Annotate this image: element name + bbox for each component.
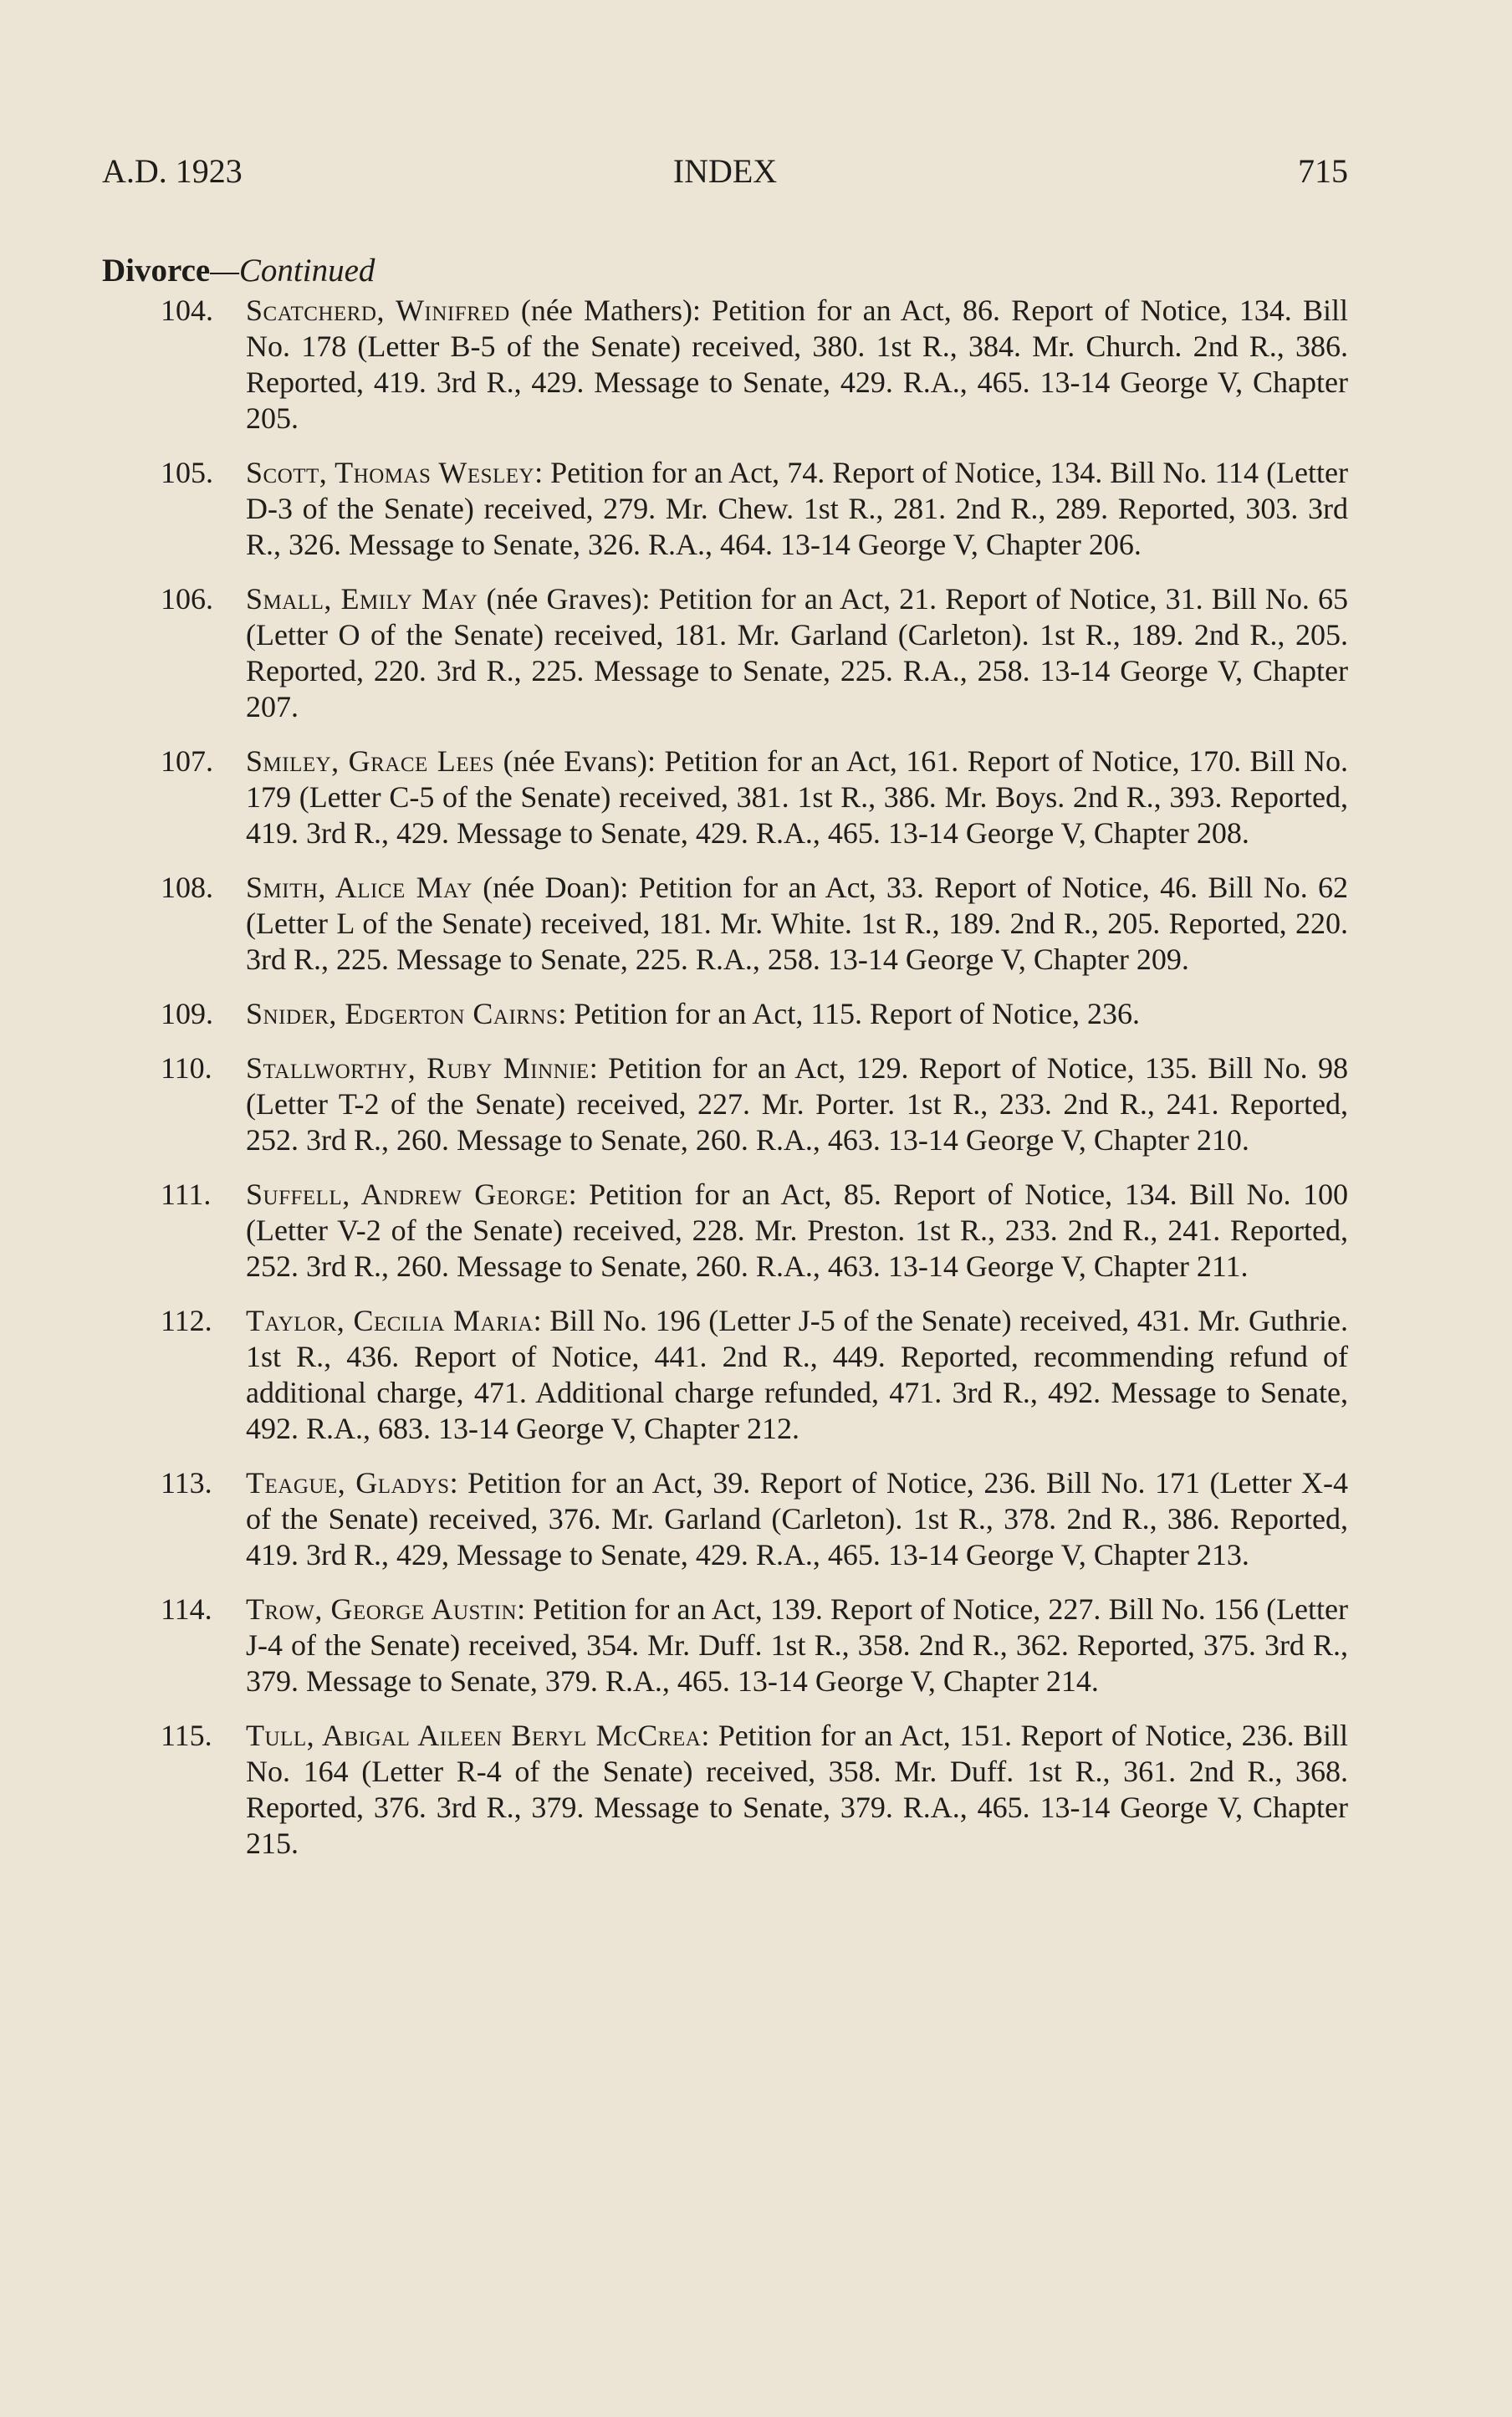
entry-name: Snider, Edgerton Cairns: [246, 997, 559, 1030]
header-year: A.D. 1923: [102, 152, 243, 190]
entry-number: 106.: [161, 582, 213, 616]
section-title: Divorce: [102, 253, 211, 289]
entry-body: (née Graves): Petition for an Act, 21. Report of Notice, 31. Bill No. 65 (Letter O of the Senate) received, 181. Mr. Garland (Carleton). 1st R., 189. 2nd R., 205. Reported, 220. 3rd R., 225. Message to Senate, 225. R.A., 258. 13-14 George V, Chapter 207.: [246, 582, 1348, 723]
list-item: [102, 581, 1348, 725]
entry-number: 111.: [161, 1178, 212, 1211]
entry-number: 113.: [161, 1466, 212, 1500]
entry-number: 110.: [161, 1051, 212, 1085]
entry-number: 109.: [161, 997, 213, 1030]
entry-name: Trow, George Austin: [246, 1592, 518, 1626]
entry-text: [246, 293, 1348, 437]
entry-name: Scott, Thomas Wesley: [246, 456, 535, 489]
entry-number: 108.: [161, 871, 213, 904]
entry-body: : Petition for an Act, 139. Report of Notice, 227. Bill No. 156 (Letter J-4 of the Senate) received, 354. Mr. Duff. 1st R., 358. 2nd R., 362. Reported, 375. 3rd R., 379. Message to Senate, 379. R.A., 465. 13-14 George V, Chapter 214.: [246, 1592, 1349, 1698]
list-item: [102, 1303, 1348, 1447]
entry-name: Tull, Abigal Aileen Beryl McCrea: [246, 1719, 702, 1752]
entry-number: 107.: [161, 744, 213, 778]
entry-body: : Petition for an Act, 151. Report of Notice, 236. Bill No. 164 (Letter R-4 of the Senate) received, 358. Mr. Duff. 1st R., 361. 2nd R., 368. Reported, 376. 3rd R., 379. Message to Senate, 379. R.A., 465. 13-14 George V, Chapter 215.: [246, 1719, 1349, 1860]
list-item: [102, 1050, 1348, 1158]
entry-name: Smith, Alice May: [246, 871, 472, 904]
entry-text: [246, 870, 1348, 978]
entry-body: : Petition for an Act, 74. Report of Notice, 134. Bill No. 114 (Letter D-3 of the Senate) received, 279. Mr. Chew. 1st R., 281. 2nd R., 289. Reported, 303. 3rd R., 326. Message to Senate, 326. R.A., 464. 13-14 George V, Chapter 206.: [246, 456, 1348, 561]
entry-body: (née Doan): Petition for an Act, 33. Report of Notice, 46. Bill No. 62 (Letter L of the Senate) received, 181. Mr. White. 1st R., 189. 2nd R., 205. Reported, 220. 3rd R., 225. Message to Senate, 225. R.A., 258. 13-14 George V, Chapter 209.: [246, 871, 1349, 976]
entry-number: 115.: [161, 1719, 212, 1752]
entry-name: Teague, Gladys: [246, 1466, 450, 1500]
list-item: [102, 870, 1348, 978]
entry-text: [246, 996, 1348, 1032]
list-item: [102, 1465, 1348, 1573]
entry-number: 105.: [161, 456, 213, 489]
entry-name: Small, Emily May: [246, 582, 478, 616]
entry-text: [246, 743, 1348, 851]
entry-name: Suffell, Andrew George: [246, 1178, 569, 1211]
header-page-number: 715: [1298, 152, 1348, 190]
entry-list: [102, 293, 1348, 1880]
entry-text: [246, 1718, 1348, 1862]
entry-body: : Petition for an Act, 129. Report of Notice, 135. Bill No. 98 (Letter T-2 of the Senate) received, 227. Mr. Porter. 1st R., 233. 2nd R., 241. Reported, 252. 3rd R., 260. Message to Senate, 260. R.A., 463. 13-14 George V, Chapter 210.: [246, 1051, 1348, 1157]
entry-body: : Petition for an Act, 85. Report of Notice, 134. Bill No. 100 (Letter V-2 of the Senate) received, 228. Mr. Preston. 1st R., 233. 2nd R., 241. Reported, 252. 3rd R., 260. Message to Senate, 260. R.A., 463. 13-14 George V, Chapter 211.: [246, 1178, 1349, 1283]
entry-body: (née Mathers): Petition for an Act, 86. Report of Notice, 134. Bill No. 178 (Letter B-5 of the Senate) received, 380. 1st R., 384. Mr. Church. 2nd R., 386. Reported, 419. 3rd R., 429. Message to Senate, 429. R.A., 465. 13-14 George V, Chapter 205.: [246, 294, 1348, 435]
entry-number: 114.: [161, 1592, 212, 1626]
entry-name: Scatcherd, Winifred: [246, 294, 510, 327]
entry-text: [246, 1177, 1348, 1285]
entry-text: [246, 1592, 1348, 1699]
entry-body: (née Evans): Petition for an Act, 161. Report of Notice, 170. Bill No. 179 (Letter C-5 of the Senate) received, 381. 1st R., 386. Mr. Boys. 2nd R., 393. Reported, 419. 3rd R., 429. Message to Senate, 429. R.A., 465. 13-14 George V, Chapter 208.: [246, 744, 1349, 850]
entry-number: 104.: [161, 294, 213, 327]
entry-text: [246, 581, 1348, 725]
entry-body: : Petition for an Act, 39. Report of Notice, 236. Bill No. 171 (Letter X-4 of the Senate) received, 376. Mr. Garland (Carleton). 1st R., 378. 2nd R., 386. Reported, 419. 3rd R., 429, Message to Senate, 429. R.A., 465. 13-14 George V, Chapter 213.: [246, 1466, 1348, 1571]
entry-text: [246, 1465, 1348, 1573]
list-item: [102, 293, 1348, 437]
list-item: [102, 1177, 1348, 1285]
entry-name: Smiley, Grace Lees: [246, 744, 495, 778]
entry-body: : Bill No. 196 (Letter J-5 of the Senate) received, 431. Mr. Guthrie. 1st R., 436. Report of Notice, 441. 2nd R., 449. Reported, recommending refund of additional charge, 471. Additional charge refunded, 471. 3rd R., 492. Message to Senate, 492. R.A., 683. 13-14 George V, Chapter 212.: [246, 1304, 1349, 1445]
entry-text: [246, 1050, 1348, 1158]
entry-text: [246, 455, 1348, 563]
entry-body: : Petition for an Act, 115. Report of Notice, 236.: [558, 997, 1140, 1030]
entry-name: Taylor, Cecilia Maria: [246, 1304, 534, 1337]
section-continued: —Continued: [210, 253, 375, 289]
entry-number: 112.: [161, 1304, 212, 1337]
entry-text: [246, 1303, 1348, 1447]
list-item: [102, 1592, 1348, 1699]
list-item: [102, 455, 1348, 563]
list-item: [102, 1718, 1348, 1862]
list-item: [102, 996, 1348, 1032]
entry-name: Stallworthy, Ruby Minnie: [246, 1051, 590, 1085]
header-title: INDEX: [672, 152, 778, 190]
section-heading: [102, 251, 375, 291]
list-item: [102, 743, 1348, 851]
